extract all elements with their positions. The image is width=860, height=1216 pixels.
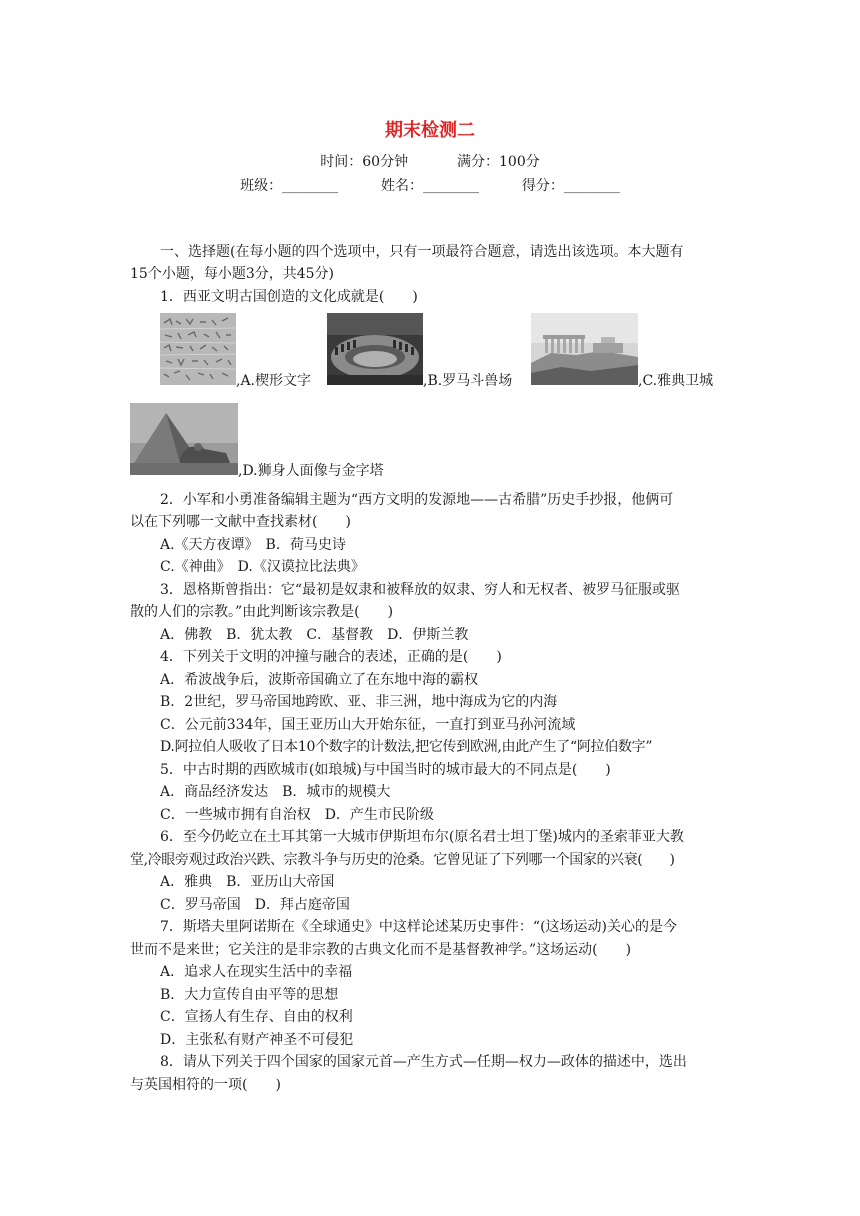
q1-option-a: ,A.楔形文字 [236, 373, 312, 389]
q7-stem: 7．斯塔夫里阿诺斯在《全球通史》中这样论述某历史事件：“(这场运动)关心的是今 [160, 919, 677, 935]
q7-stem-cont: 世而不是来世；它关注的是非宗教的古典文化而不是基督教神学。”这场运动( ) [130, 942, 632, 958]
q5-options-cd: C．一些城市拥有自治权 D．产生市民阶级 [160, 807, 434, 823]
q4-option-c: C．公元前334年，国王亚历山大开始东征，一直打到亚马孙河流域 [160, 717, 576, 733]
q2-stem-cont: 以在下列哪一文献中查找素材( ) [130, 514, 351, 530]
q6-options-cd: C．罗马帝国 D．拜占庭帝国 [160, 897, 350, 913]
q2-options-ab: A.《天方夜谭》 B．荷马史诗 [160, 537, 346, 553]
q4-option-a: A．希波战争后，波斯帝国确立了在东地中海的霸权 [160, 672, 479, 688]
q5-options-ab: A．商品经济发达 B．城市的规模大 [160, 784, 391, 800]
q6-stem-cont: 堂,冷眼旁观过政治兴跌、宗教斗争与历史的沧桑。它曾见证了下列哪一个国家的兴衰( ) [130, 852, 675, 868]
colosseum-image [327, 313, 423, 385]
exam-meta-fields [0, 175, 860, 195]
q4-stem: 4．下列关于文明的冲撞与融合的表述，正确的是( ) [160, 649, 502, 665]
q8-stem-cont: 与英国相符的一项( ) [130, 1077, 281, 1093]
q4-option-d: D.阿拉伯人吸收了日本10个数字的计数法,把它传到欧洲,由此产生了“阿拉伯数字” [160, 739, 653, 755]
q6-stem: 6．至今仍屹立在土耳其第一大城市伊斯坦布尔(原名君士坦丁堡)城内的圣索菲亚大教 [160, 829, 684, 845]
q4-option-b: B．2世纪，罗马帝国地跨欧、亚、非三洲，地中海成为它的内海 [160, 694, 558, 710]
section-heading: 一、选择题(在每小题的四个选项中，只有一项最符合题意，请选出该选项。本大题有 [160, 244, 684, 260]
q2-options-cd: C.《神曲》 D.《汉谟拉比法典》 [160, 559, 365, 575]
q8-stem: 8．请从下列关于四个国家的国家元首—产生方式—任期—权力—政体的描述中，选出 [160, 1054, 687, 1070]
q3-stem: 3．恩格斯曾指出：它“最初是奴隶和被释放的奴隶、穷人和无权者、被罗马征服或驱 [160, 582, 681, 598]
class-field: 班级：________ [240, 178, 339, 194]
q1-stem: 1．西亚文明古国创造的文化成就是( ) [160, 289, 418, 305]
exam-meta-time [0, 151, 860, 171]
exam-title: 期末检测二 [385, 120, 475, 141]
q3-stem-cont: 散的人们的宗教。”由此判断该宗教是( ) [130, 604, 394, 620]
q6-options-ab: A．雅典 B．亚历山大帝国 [160, 874, 335, 890]
q2-stem: 2．小军和小勇准备编辑主题为“西方文明的发源地——古希腊”历史手抄报，他俩可 [160, 492, 674, 508]
q7-option-d: D．主张私有财产神圣不可侵犯 [160, 1032, 354, 1048]
q1-option-b: ,B.罗马斗兽场 [423, 373, 513, 389]
name-field: 姓名：________ [381, 178, 479, 194]
q1-option-c: ,C.雅典卫城 [638, 373, 714, 389]
cuneiform-tablet-image [160, 313, 236, 385]
q1-option-d: ,D.狮身人面像与金字塔 [238, 463, 384, 479]
q5-stem: 5．中古时期的西欧城市(如琅城)与中国当时的城市最大的不同点是( ) [160, 762, 611, 778]
q7-option-c: C．宣扬人有生存、自由的权利 [160, 1009, 353, 1025]
score-field: 得分：________ [521, 178, 620, 194]
sphinx-pyramid-image [130, 403, 238, 475]
time-limit: 时间：60分钟 [320, 154, 409, 170]
full-score: 满分：100分 [457, 154, 540, 170]
q3-options: A．佛教 B．犹太教 C．基督教 D．伊斯兰教 [160, 627, 469, 643]
section-heading-cont: 15个小题，每小题3分，共45分) [130, 266, 334, 282]
q7-option-b: B．大力宣传自由平等的思想 [160, 987, 339, 1003]
acropolis-image [531, 313, 638, 385]
q7-option-a: A．追求人在现实生活中的幸福 [160, 964, 353, 980]
